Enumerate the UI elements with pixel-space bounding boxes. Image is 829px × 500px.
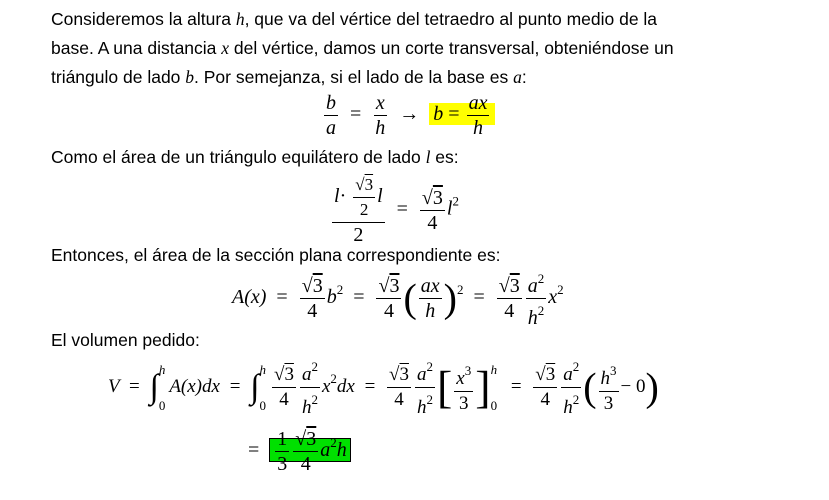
text-line-3: triángulo de lado b. Por semejanza, si el lado de la base es a: xyxy=(51,67,527,87)
equation-final-result: = $\frac{1}{3}$ $\frac{√3}{4}$ $a^2h$ xyxy=(243,428,351,475)
highlighted-result: b = $\frac{ax}{h}$ xyxy=(429,103,495,125)
text-line-5: Entonces, el área de la sección plana correspondiente es: xyxy=(51,245,501,265)
text-line-1: Consideremos la altura h, que va del vértice del tetraedro al punto medio de la xyxy=(51,9,658,29)
equation-section-area: A(x) = $\frac{√3}{4}$ $b^2$ = $\frac{√3}{4}$ ( $\frac{ax}{h}$ )$^2$ = $\frac{√3}{4}$ $\frac{a^2}{h^2}$ $x^2$ xyxy=(232,268,564,329)
equation-volume: V = ∫ h 0 A(x)dx = ∫ h 0 $\frac{√3}{4}$ $\frac{a^2}{h^2}$ $x^2dx$ = $\frac{√3}{4}$ $\frac{a^2}{h^2}$ [ $\frac{x^3}{3}$ ] h 0 = $\frac{√3}{4}$ $\frac{a^2}{h^2}$ ( $\frac{h^3}{3}$ − 0) xyxy=(108,356,659,419)
text-line-4: Como el área de un triángulo equilátero de lado l es: xyxy=(51,147,459,167)
equation-similarity: $\frac{b}{a}$ = $\frac{x}{h}$ → b = $\frac{ax}{h}$ xyxy=(322,92,495,139)
equation-triangle-area: l· $\frac{√3}{2}$ l 2 = $\frac{√3}{4}$ $l^2$ xyxy=(334,175,459,246)
highlighted-final-answer: $\frac{1}{3}$ $\frac{√3}{4}$ $a^2h$ xyxy=(269,438,350,462)
text-line-6: El volumen pedido: xyxy=(51,330,200,350)
text-line-2: base. A una distancia x del vértice, damos un corte transversal, obteniéndose un xyxy=(51,38,674,58)
